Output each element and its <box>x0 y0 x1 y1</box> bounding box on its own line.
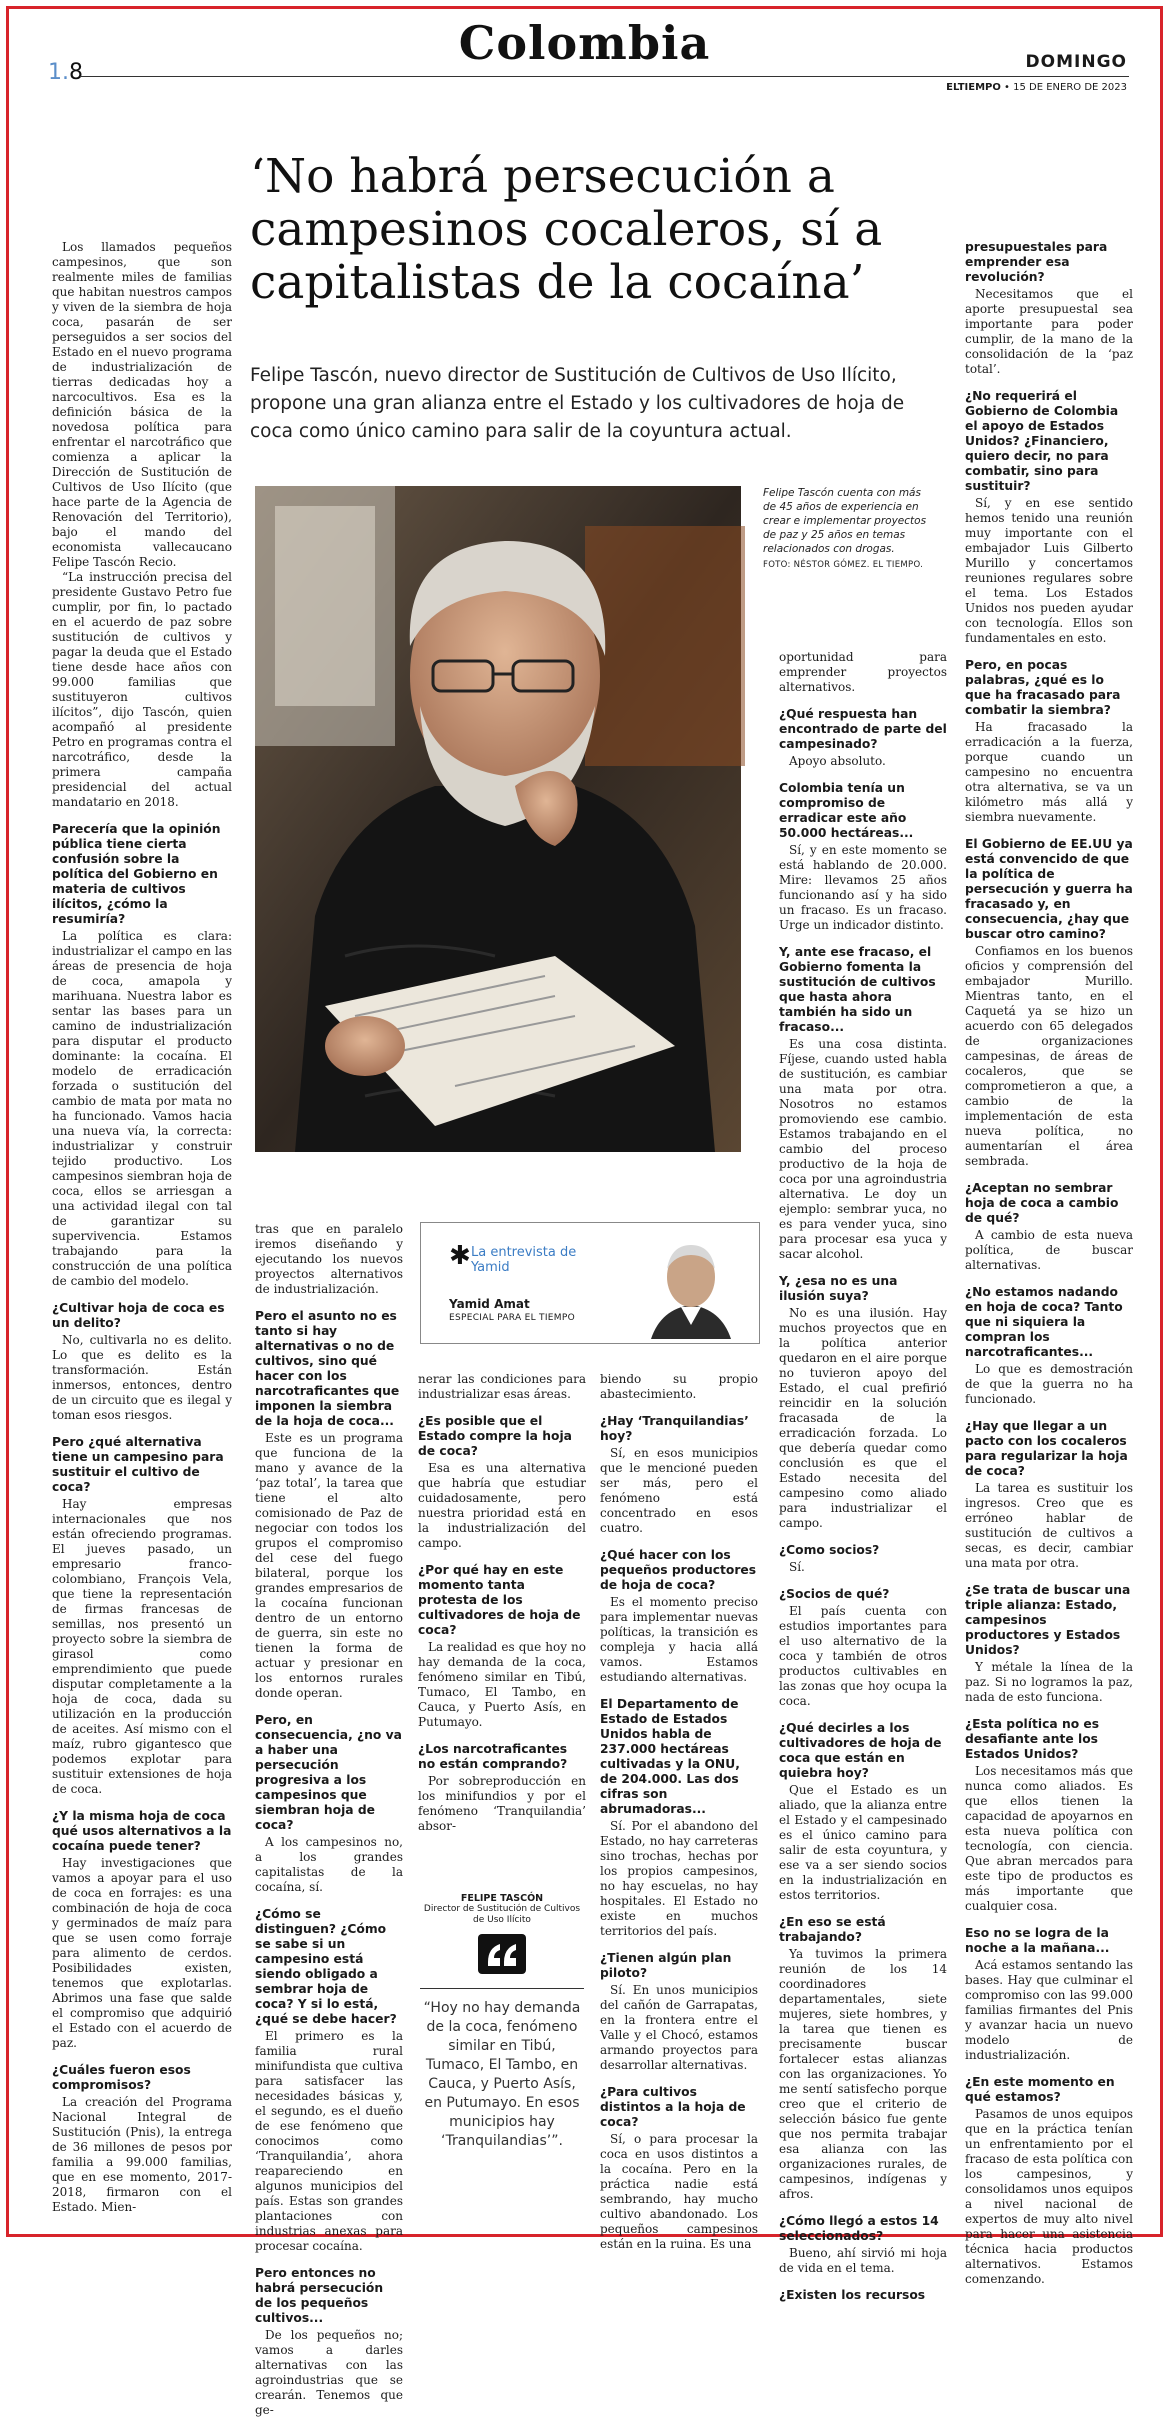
interview-paragraph: biendo su propio abastecimiento. <box>600 1372 758 1401</box>
interview-paragraph: No, cultivarla no es delito. Lo que es delito es la transformación. Están inmersos, entonces, dentro de un circuito que es ilegal y toman esos riesgos. <box>52 1333 232 1422</box>
quote-divider <box>420 1988 584 1989</box>
interview-paragraph: Pasamos de unos equipos que en la práctica tenían un enfrentamiento por el fracaso de esta política con los campesinos, y consolidamos unos equipos a nivel nacional de expertos de muy alto nivel para hacer una asistencia técnica hacia productos alternativos. Estamos comenzando. <box>965 2107 1133 2286</box>
interview-question: presupuestales para emprender esa revolución? <box>965 240 1108 284</box>
interview-question: Pero el asunto no es tanto si hay alternativas o no de cultivos, sino qué hacer con los narcotraficantes que imponen la siembra de la hoja de coca... <box>255 1309 400 1428</box>
interview-paragraph: Necesitamos que el aporte presupuestal sea importante para poder cumplir, de la mano de la consolidación de la ‘paz total’. <box>965 287 1133 376</box>
interview-paragraph: Que el Estado es un aliado, que la alianza entre el Estado y el campesinado es el único camino para salir de esta coyuntura, y ese va a ser siendo socios en la industrialización en estos territorios. <box>779 1783 947 1902</box>
interview-paragraph: Sí. En unos municipios del cañón de Garrapatas, en la frontera entre el Valle y el Chocó, estamos armando proyectos para desarrollar alternativas. <box>600 1983 758 2072</box>
interview-series-label: La entrevista de Yamid <box>471 1245 577 1275</box>
interview-question: ¿Cultivar hoja de coca es un delito? <box>52 1301 225 1330</box>
interview-question: Pero, en consecuencia, ¿no va a haber una persecución progresiva a los campesinos que siembran hoja de coca? <box>255 1713 402 1832</box>
interview-question: ¿Qué hacer con los pequeños productores de hoja de coca? <box>600 1548 757 1592</box>
interview-question: ¿Qué respuesta han encontrado de parte del campesinado? <box>779 707 947 751</box>
article-column-5 <box>779 650 947 2305</box>
article-column-3 <box>418 1372 586 1834</box>
interview-paragraph: La tarea es sustituir los ingresos. Creo que es erróneo hablar de sustitución de cultivos a secas, es decir, cambiar una mata por otra. <box>965 1481 1133 1570</box>
page-number: 1.8 <box>48 60 83 85</box>
interview-paragraph: Bueno, ahí sirvió mi hoja de vida en el tema. <box>779 2246 947 2275</box>
asterisk-icon: ✱ <box>449 1241 471 1271</box>
interview-question: Parecería que la opinión pública tiene cierta confusión sobre la política del Gobierno en materia de cultivos ilícitos, ¿cómo la resumiría? <box>52 822 221 926</box>
interview-paragraph: Hay empresas internacionales que nos están ofreciendo programas. El jueves pasado, un empresario franco-colombiano, François Vela, que tiene la representación de firmas francesas de semillas, nos presentó un proyecto sobre la siembra de girasol como emprendimiento que puede disputar completamente a la hoja de coca, dada su utilización en la producción de aceites. Así mismo con el maíz, rubro gigantesco que podemos explotar para sustituir extensiones de hoja de coca. <box>52 1497 232 1796</box>
interview-question: ¿No requerirá el Gobierno de Colombia el apoyo de Estados Unidos? ¿Financiero, quiero decir, no para combatir, sino para sustituir? <box>965 389 1119 493</box>
author-role: ESPECIAL PARA EL TIEMPO <box>449 1313 575 1323</box>
interview-question: Y, ante ese fracaso, el Gobierno fomenta la sustitución de cultivos que hasta ahora también ha sido un fracaso... <box>779 945 936 1034</box>
photo-credit: FOTO: NÉSTOR GÓMEZ. EL TIEMPO. <box>763 560 924 570</box>
interview-paragraph: A cambio de esta nueva política, de buscar alternativas. <box>965 1228 1133 1272</box>
quote-marks-icon <box>478 1934 526 1974</box>
interview-question: Pero, en pocas palabras, ¿qué es lo que ha fracasado para combatir la siembra? <box>965 658 1121 717</box>
publication-name: ELTIEMPO <box>946 82 1001 93</box>
interview-question: ¿Esta política no es desafiante ante los Estados Unidos? <box>965 1717 1100 1761</box>
interview-question: ¿Hay ‘Tranquilandias’ hoy? <box>600 1414 749 1443</box>
interview-paragraph: Confiamos en los buenos oficios y comprensión del embajador Murillo. Mientras tanto, en el Caquetá ya se hizo un acuerdo con 65 delegados de organizaciones campesinas, de áreas de cocaleros, que se comprometieron a que, a cambio de la implementación de esta nueva política, no aumentarían el área sembrada. <box>965 944 1133 1168</box>
interview-paragraph: Sí. <box>789 1560 805 1574</box>
interview-paragraph: nerar las condiciones para industrializar esas áreas. <box>418 1372 586 1401</box>
interview-question: ¿Tienen algún plan piloto? <box>600 1951 732 1980</box>
interview-question: Y, ¿esa no es una ilusión suya? <box>779 1274 898 1303</box>
main-photo <box>255 486 741 1152</box>
interview-paragraph: A los campesinos no, a los grandes capitalistas de la cocaína, sí. <box>255 1835 403 1894</box>
interview-paragraph: La creación del Programa Nacional Integral de Sustitución (Pnis), la entrega de 36 millones de pesos por familia a 99.000 familias, que en ese momento, 2017-2018, firmaron con el Estado. Mien- <box>52 2095 232 2214</box>
interview-question: Colombia tenía un compromiso de erradicar este año 50.000 hectáreas... <box>779 781 914 840</box>
author-name: Yamid Amat <box>449 1297 530 1311</box>
interview-paragraph: oportunidad para emprender proyectos alternativos. <box>779 650 947 694</box>
interview-byline-box <box>420 1222 760 1344</box>
interview-paragraph: Sí, o para procesar la coca en usos distintos a la cocaína. Pero en la práctica nadie está sembrando, hay mucho cultivo abandonado. Los pequeños campesinos están en la ruina. Es una <box>600 2132 758 2251</box>
interview-paragraph: “La instrucción precisa del presidente Gustavo Petro fue cumplir, por fin, lo pactado en el acuerdo de paz sobre sustitución de cultivos y pagar la deuda que el Estado tiene desde hace años con 99.000 familias que sustituyeron cultivos ilícitos”, dijo Tascón, quien acompañó al presidente Petro en programas contra el narcotráfico, desde la primera campaña presidencial del actual mandatario en 2018. <box>52 570 232 809</box>
interview-question: ¿Aceptan no sembrar hoja de coca a cambio de qué? <box>965 1181 1119 1225</box>
interview-question: ¿Hay que llegar a un pacto con los cocaleros para regularizar la hoja de coca? <box>965 1419 1128 1478</box>
interview-paragraph: Lo que es demostración de que la guerra no ha funcionado. <box>965 1362 1133 1406</box>
interview-question: Pero entonces no habrá persecución de los pequeños cultivos... <box>255 2266 384 2325</box>
man-reading-newspaper-illustration <box>255 486 741 1152</box>
interview-question: ¿Y la misma hoja de coca qué usos alternativos a la cocaína puede tener? <box>52 1809 232 1853</box>
subheadline: Felipe Tascón, nuevo director de Sustitución de Cultivos de Uso Ilícito, propone una gran alianza entre el Estado y los cultivadores de hoja de coca como único camino para salir de la coyuntura actual. <box>250 365 905 442</box>
interview-question: ¿Para cultivos distintos a la hoja de coca? <box>600 2085 746 2129</box>
interview-paragraph: Esa es una alternativa que habría que estudiar cuidadosamente, pero nuestra prioridad está en la industrialización del campo. <box>418 1461 586 1550</box>
quote-text: “Hoy no hay demanda de la coca, fenómeno similar en Tibú, Tumaco, El Tambo, en Cauca, y Puerto Asís, en Putumayo. En esos municipios hay ‘Tranquilandias’”. <box>423 2000 581 2149</box>
interview-paragraph: Sí, en esos municipios que le mencioné pueden ser más, pero el fenómeno está concentrado en esos cuatro. <box>600 1446 758 1535</box>
interview-question: El Departamento de Estado de Estados Unidos habla de 237.000 hectáreas cultivadas y la ONU, de 204.000. Las dos cifras son abrumadoras... <box>600 1697 740 1816</box>
pull-quote <box>420 1893 584 2151</box>
interview-paragraph: El primero es la familia rural minifundista que cultiva para satisfacer las necesidades básicas y, el segundo, es el dueño de ese fenómeno que conocimos como ‘Tranquilandia’, ahora reapareciendo en algunos municipios del país. Estas son grandes plantaciones con industrias anexas para procesar cocaína. <box>255 2029 403 2253</box>
article-column-1 <box>52 240 232 2215</box>
interview-paragraph: Sí, y en este momento se está hablando de 20.000. Mire: llevamos 25 años funcionando así y ha sido un fracaso. Es un fracaso. Urge un indicador distinto. <box>779 843 947 932</box>
header-rule <box>80 76 1129 77</box>
interview-paragraph: No es una ilusión. Hay muchos proyectos que en la política anterior quedaron en el aire porque no tuvieron apoyo del Estado, el cual prefirió reincidir en la solución fracasada de la erradicación forzada. Lo que debería quedar como conclusión es que el Estado necesita del campesino como aliado para industrializar el campo. <box>779 1306 947 1530</box>
interview-question: Pero ¿qué alternativa tiene un campesino para sustituir el cultivo de coca? <box>52 1435 224 1494</box>
article-column-4 <box>600 1372 758 2252</box>
photo-caption <box>763 486 933 572</box>
interview-question: ¿En este momento en qué estamos? <box>965 2075 1115 2104</box>
quote-speaker-role: Director de Sustitución de Cultivos de Uso Ilícito <box>423 1904 581 1925</box>
caption-text: Felipe Tascón cuenta con más de 45 años de experiencia en crear e implementar proyectos de paz y 25 años en temas relacionados con drogas. <box>763 487 927 555</box>
interview-paragraph: Sí. Por el abandono del Estado, no hay carreteras sino trochas, hechas por los propios campesinos, no hay escuelas, no hay hospitales. El Estado no existe en muchos territorios del país. <box>600 1819 758 1938</box>
interview-paragraph: Es el momento preciso para implementar nuevas políticas, la transición es compleja y hacia allá vamos. Estamos estudiando alternativas. <box>600 1595 758 1684</box>
interview-paragraph: El país cuenta con estudios importantes para el uso alternativo de la coca y también de otros productos cultivables en las zonas que hoy ocupa la coca. <box>779 1604 947 1708</box>
interview-paragraph: Sí, y en ese sentido hemos tenido una reunión muy importante con el embajador Luis Gilberto Murillo y concertamos reuniones regulares sobre el tema. Los Estados Unidos nos pueden ayudar con tecnología. Ellos son fundamentales en esto. <box>965 496 1133 645</box>
interview-paragraph: Los llamados pequeños campesinos, que son realmente miles de familias que habitan nuestros campos y viven de la siembra de hoja coca, pasarán de ser perseguidos a ser socios del Estado en el nuevo programa de industrialización de tierras dedicadas hoy a narcocultivos. Esa es la definición básica de la novedosa política para enfrentar el narcotráfico que comienza a aplicar la Dirección de Sustitución de Cultivos de Uso Ilícito (que hace parte de la Agencia de Renovación del Territorio), bajo el mando del economista vallecaucano Felipe Tascón Recio. <box>52 240 232 569</box>
dateline <box>946 82 1127 93</box>
headline: ‘No habrá persecución a campesinos cocaleros, sí a capitalistas de la cocaína’ <box>250 149 883 310</box>
interview-question: ¿Los narcotraficantes no están comprando? <box>418 1742 568 1771</box>
interview-paragraph: Por sobreproducción en los minifundios y por el fenómeno ‘Tranquilandia’ absor- <box>418 1774 586 1833</box>
interview-paragraph: De los pequeños no; vamos a darles alternativas con las agroindustrias que se crearán. Tenemos que ge- <box>255 2328 403 2417</box>
interview-question: ¿Socios de qué? <box>779 1587 890 1601</box>
interview-question: El Gobierno de EE.UU ya está convencido de que la política de persecución y guerra ha fracasado y, en consecuencia, ¿hay que buscar otro camino? <box>965 837 1133 941</box>
interview-paragraph: Apoyo absoluto. <box>789 754 886 768</box>
article-column-2 <box>255 1222 403 2418</box>
interview-question: ¿Cuáles fueron esos compromisos? <box>52 2063 191 2092</box>
interview-question: ¿Existen los recursos <box>779 2288 926 2302</box>
interview-paragraph: La política es clara: industrializar el campo en las áreas de presencia de hoja de coca, amapola y marihuana. Nuestra labor es sentar las bases para un camino de industrialización para disputar el producto dominante: la cocaína. El modelo de erradicación forzada o sustitución del cambio de mata por mata no ha funcionado. Vamos hacia una nueva vía, la correcta: industrializar y construir tejido productivo. Los campesinos siembran hoja de coca, ellos se arriesgan a una actividad ilegal con tal de garantizar su supervivencia. Estamos trabajando para la construcción de una política de cambio del modelo. <box>52 929 232 1288</box>
interview-paragraph: Los necesitamos más que nunca como aliados. Es que ellos tienen la capacidad de apoyarnos en esta nueva política con tecnología, con ciencia. Que abran mercados para este tipo de productos es más importante que cualquier cosa. <box>965 1764 1133 1913</box>
interview-question: Eso no se logra de la noche a la mañana... <box>965 1926 1110 1955</box>
interview-paragraph: Ha fracasado la erradicación a la fuerza, porque cuando un campesino no encuentra otra alternativa, se va un kilómetro más allá y siembra nuevamente. <box>965 720 1133 824</box>
interview-question: ¿Cómo se distinguen? ¿Cómo se sabe si un campesino está siendo obligado a sembrar hoja de coca? Y si lo está, ¿qué se debe hacer? <box>255 1907 397 2026</box>
interview-paragraph: tras que en paralelo iremos diseñando y ejecutando los nuevos proyectos alternativos de industrialización. <box>255 1222 403 1296</box>
day-label: DOMINGO <box>1025 52 1127 72</box>
interview-question: ¿Como socios? <box>779 1543 880 1557</box>
interview-paragraph: Hay investigaciones que vamos a apoyar para el uso de coca en forrajes: es una combinación de hoja de coca y germinados de maíz para que se usen como forraje para alimento de cerdos. Posibilidades existen, tenemos que explotarlas. Abrimos una fase que salde el compromiso que adquirió el Estado con el acuerdo de paz. <box>52 1856 232 2050</box>
interview-paragraph: Ya tuvimos la primera reunión de los 14 coordinadores departamentales, siete mujeres, siete hombres, y la tarea que tienen es precisamente buscar fortalecer estas alianzas con las organizaciones. Yo me sentí satisfecho porque creo que el criterio de selección básico fue gente que nos permita trabajar esa alianza con las organizaciones rurales, de campesinos, indígenas y afros. <box>779 1947 947 2201</box>
interview-question: ¿En eso se está trabajando? <box>779 1915 886 1944</box>
interview-question: ¿No estamos nadando en hoja de coca? Tanto que ni siquiera la compran los narcotraficantes... <box>965 1285 1123 1359</box>
article-column-6 <box>965 240 1133 2287</box>
interview-question: ¿Qué decirles a los cultivadores de hoja de coca que están en quiebra hoy? <box>779 1721 942 1780</box>
interview-paragraph: Es una cosa distinta. Fíjese, cuando usted habla de sustitución, es cambiar una mata por otra. Nosotros no estamos promoviendo ese cambio. Estamos trabajando en el cambio del proceso productivo de la hoja de coca por una agroindustria alternativa. Le doy un ejemplo: sembrar yuca, no es para vender yuca, sino para procesar esa yuca y sacar alcohol. <box>779 1037 947 1261</box>
interview-paragraph: Este es un programa que funciona de la mano y avance de la ‘paz total’, la tarea que tiene el alto comisionado de Paz de negociar con todos los grupos el compromiso del cese del fuego bilateral, porque los grandes empresarios de la cocaína funcionan dentro de un entorno de guerra, sin este no tienen la forma de actuar y presionar en los entornos rurales donde operan. <box>255 1431 403 1700</box>
interview-paragraph: Acá estamos sentando las bases. Hay que culminar el compromiso con las 99.000 familias firmantes del Pnis y avanzar hacia un nuevo modelo de industrialización. <box>965 1958 1133 2062</box>
section-title: Colombia <box>458 16 711 70</box>
interview-paragraph: Y métale la línea de la paz. Si no logramos la paz, nada de esto funciona. <box>965 1660 1133 1704</box>
interview-question: ¿Cómo llegó a estos 14 seleccionados? <box>779 2214 939 2243</box>
interview-paragraph: La realidad es que hoy no hay demanda de la coca, fenómeno similar en Tibú, Tumaco, El Tambo, en Cauca, y Puerto Asís, en Putumayo. <box>418 1640 586 1729</box>
interview-question: ¿Por qué hay en este momento tanta protesta de los cultivadores de hoja de coca? <box>418 1563 581 1637</box>
date-text: • 15 DE ENERO DE 2023 <box>1000 82 1127 93</box>
quote-speaker-name: FELIPE TASCÓN <box>460 1893 544 1904</box>
author-portrait-avatar <box>631 1229 751 1339</box>
interview-question: ¿Es posible que el Estado compre la hoja de coca? <box>418 1414 572 1458</box>
interview-question: ¿Se trata de buscar una triple alianza: Estado, campesinos productores y Estados Unidos? <box>965 1583 1131 1657</box>
